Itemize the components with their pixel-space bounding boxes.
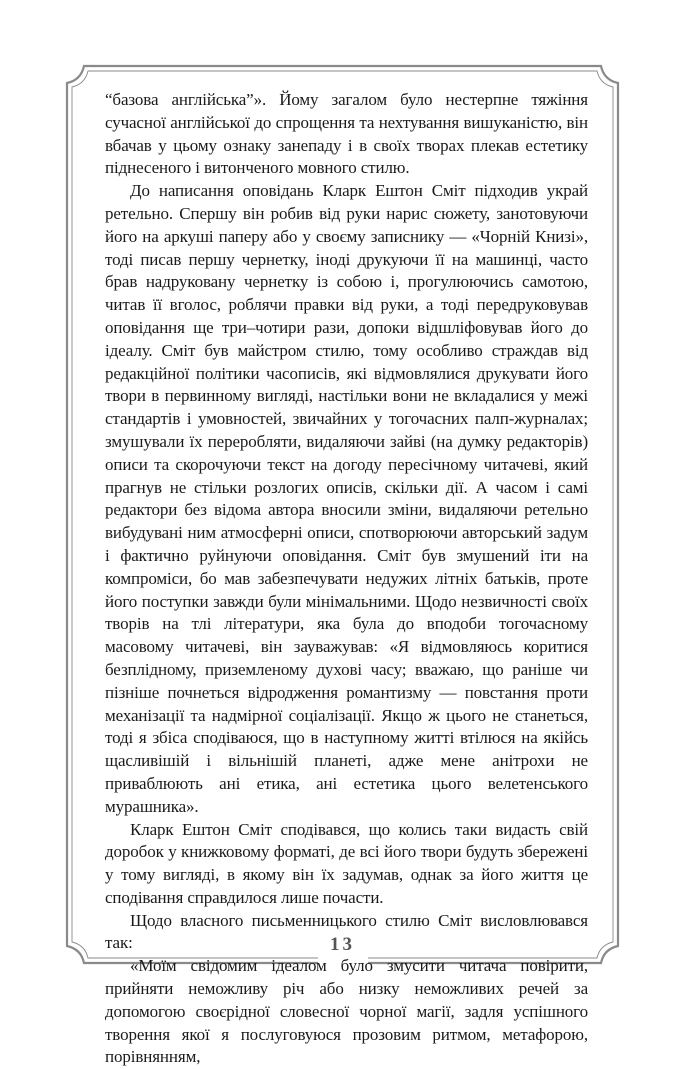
paragraph: «Моїм свідомим ідеалом було змусити читача повірити, прийняти неможливу річ або низку неможливих речей за допомогою своєрідної словесної чорної магії, задля успішного творення якої я послуговуюся прозовим ритмом, метафорою, порівнянням,: [105, 956, 588, 1067]
paragraph: Кларк Ештон Сміт сподівався, що колись таки видасть свій доробок у книжковому форматі, де всі його твори будуть збережені у тому вигляді, в якому він їх задумав, однак за його життя це сподівання справдилося лише почасти.: [105, 819, 588, 907]
paragraph: До написання оповідань Кларк Ештон Сміт підходив украй ретельно. Спершу він робив від руки нарис сюжету, занотовуючи його на аркуші паперу або у своєму записнику — «Чорній Книзі», тоді писав першу чернетку, іноді друкуючи її на машинці, часто брав надруковану чернетку із собою і, прогулюючись самотою, читав її вголос, роблячи правки від руки, а тоді передруковував оповідання ще три–чотири рази, допоки відшліфовував його до ідеалу. Сміт був майстром стилю, тому особливо страждав від редакційної політики часописів, які відмовлялися друкувати його твори в первинному вигляді, настільки вони не вкладалися у межі стандартів і умовностей, звичайних у тогочасних палп-журналах; змушували їх переробляти, видаляючи зайві (на думку редакторів) описи та скорочуючи текст на догоду пересічному читачеві, який прагнув не стільки розлогих описів, скільки дії. А часом і самі редактори без відома автора вносили зміни, видаляючи ретельно вибудувані ним атмосферні описи, спотворюючи авторський задум і фактично руйнуючи оповідання. Сміт був змушений іти на компроміси, бо мав забезпечувати недужих літніх батьків, проте його поступки завжди були мінімальними. Щодо незвичності своїх творів на тлі літератури, яка була до вподоби тогочасному масовому читачеві, він зауважував: «Я відмовляюсь коритися безплідному, приземленому духові часу; вважаю, що раніше чи пізніше почнеться відродження романтизму — повстання проти механізації та надмірної соціалізації. Якщо ж цього не станеться, тоді я збіса сподіваюся, що в наступному житті втілюся на якійсь щасливішій і вільнішій планеті, адже мене анітрохи не приваблюють ані етика, ані естетика цього велетенського мурашника».: [105, 181, 588, 816]
paragraph: “базова англійська”». Йому загалом було нестерпне тяжіння сучасної англійської до спрощення та нехтування вишуканістю, він вбачав у цьому ознаку занепаду і в своїх творах плекав естетику піднесеного і витонченого мовного стилю.: [105, 90, 588, 178]
paragraph: Щодо власного письменницького стилю Сміт висловлювався так:: [105, 910, 588, 953]
page-number: 13: [330, 934, 355, 955]
body-text: [105, 89, 588, 1069]
